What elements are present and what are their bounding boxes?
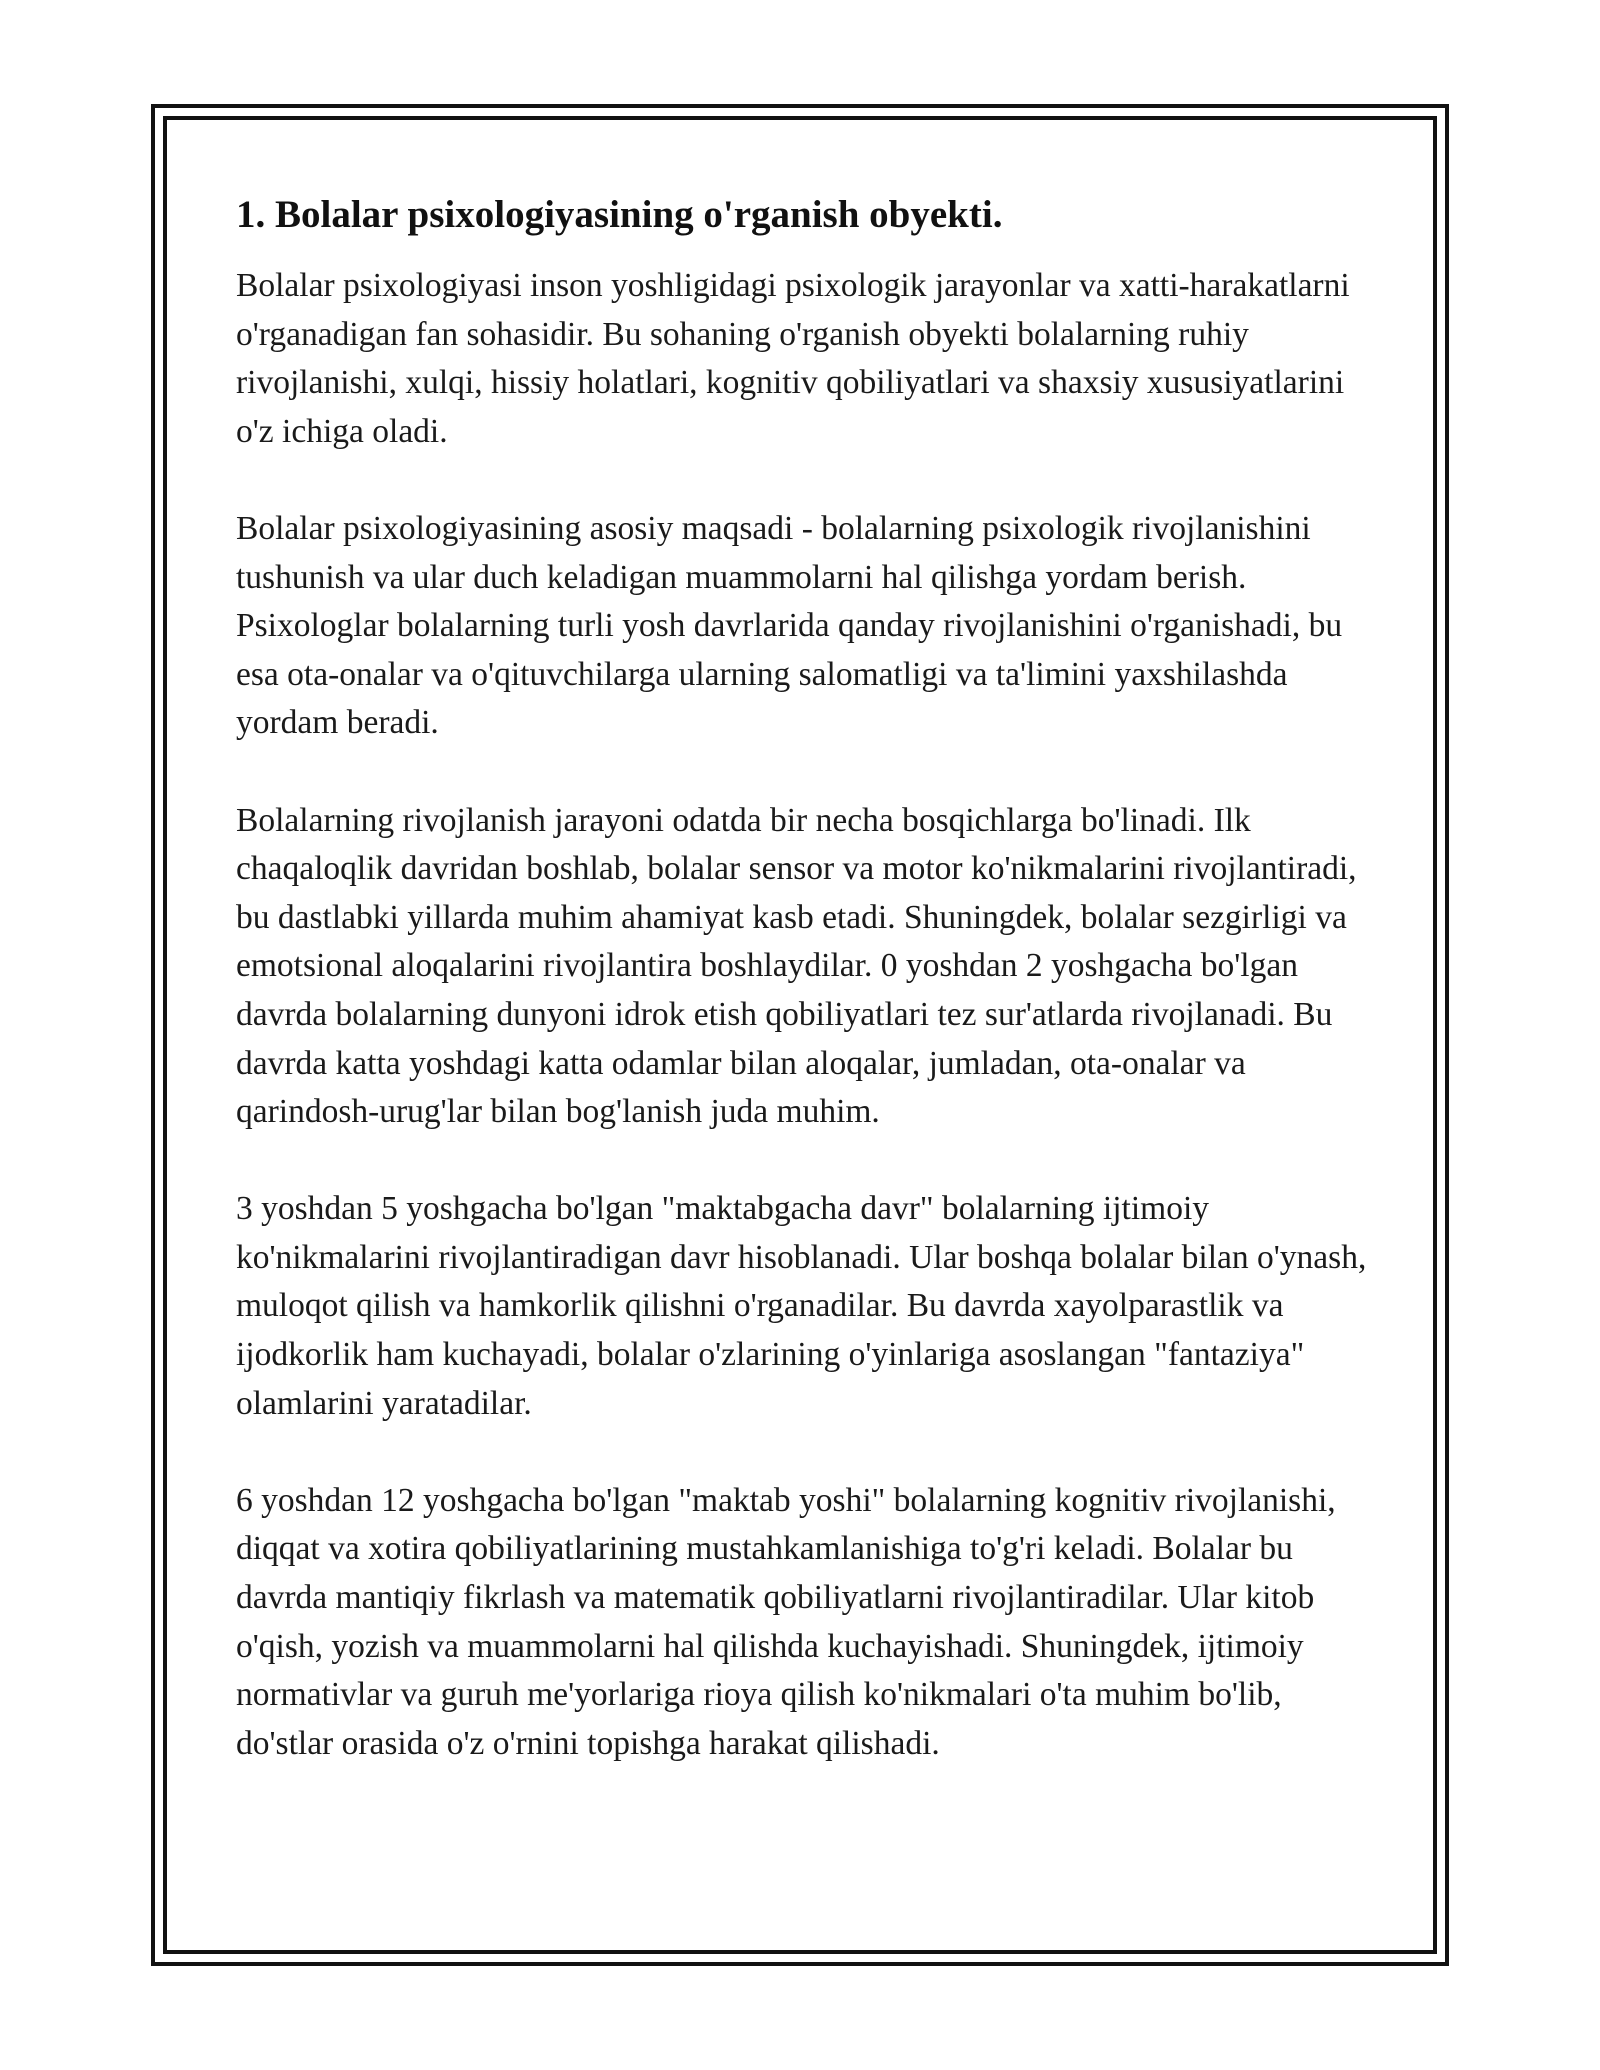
section-title: 1. Bolalar psixologiyasining o'rganish obyekti. [236, 193, 1003, 236]
paragraph-5: 6 yoshdan 12 yoshgacha bo'lgan "maktab yoshi" bolalarning kognitiv rivojlanishi, diqqat va xotira qobiliyatlarining mustahkamlanishiga to'g'ri keladi. Bolalar bu davrda mantiqiy fikrlash va matematik qobiliyatlarni rivojlantiradilar. Ular kitob o'qish, yozish va muammolarni hal qilishda kuchayishadi. Shuningdek, ijtimoiy normativlar va guruh me'yorlariga rioya qilish ko'nikmalari o'ta muhim bo'lib, do'stlar orasida o'z o'rnini topishga harakat qilishadi. [236, 1481, 1336, 1762]
paragraph-1: Bolalar psixologiyasi inson yoshligidagi psixologik jarayonlar va xatti-harakatlarni o'rganadigan fan sohasidir. Bu sohaning o'rganish obyekti bolalarning ruhiy rivojlanishi, xulqi, hissiy holatlari, kognitiv qobiliyatlari va shaxsiy xususiyatlarini o'z ichiga oladi. [236, 267, 1350, 450]
paragraph-3: Bolalarning rivojlanish jarayoni odatda bir necha bosqichlarga bo'linadi. Ilk chaqaloqlik davridan boshlab, bolalar sensor va motor ko'nikmalarini rivojlantiradi, bu dastlabki yillarda muhim ahamiyat kasb etadi. Shuningdek, bolalar sezgirligi va emotsional aloqalarini rivojlantira boshlaydilar. 0 yoshdan 2 yoshgacha bo'lgan davrda bolalarning dunyoni idrok etish qobiliyatlari tez sur'atlarda rivojlanadi. Bu davrda katta yoshdagi katta odamlar bilan aloqalar, jumladan, ota-onalar va qarindosh-urug'lar bilan bog'lanish juda muhim. [236, 801, 1357, 1131]
document-content [236, 190, 1386, 1817]
paragraph-2: Bolalar psixologiyasining asosiy maqsadi - bolalarning psixologik rivojlanishini tushunish va ular duch keladigan muammolarni hal qilishga yordam berish. Psixologlar bolalarning turli yosh davrlarida qanday rivojlanishini o'rganishadi, bu esa ota-onalar va o'qituvchilarga ularning salomatligi va ta'limini yaxshilashda yordam beradi. [236, 509, 1343, 742]
paragraph-4: 3 yoshdan 5 yoshgacha bo'lgan "maktabgacha davr" bolalarning ijtimoiy ko'nikmalarini rivojlantiradigan davr hisoblanadi. Ular boshqa bolalar bilan o'ynash, muloqot qilish va hamkorlik qilishni o'rganadilar. Bu davrda xayolparastlik va ijodkorlik ham kuchayadi, bolalar o'zlarining o'yinlariga asoslangan "fantaziya" olamlarini yaratadilar. [236, 1190, 1367, 1422]
